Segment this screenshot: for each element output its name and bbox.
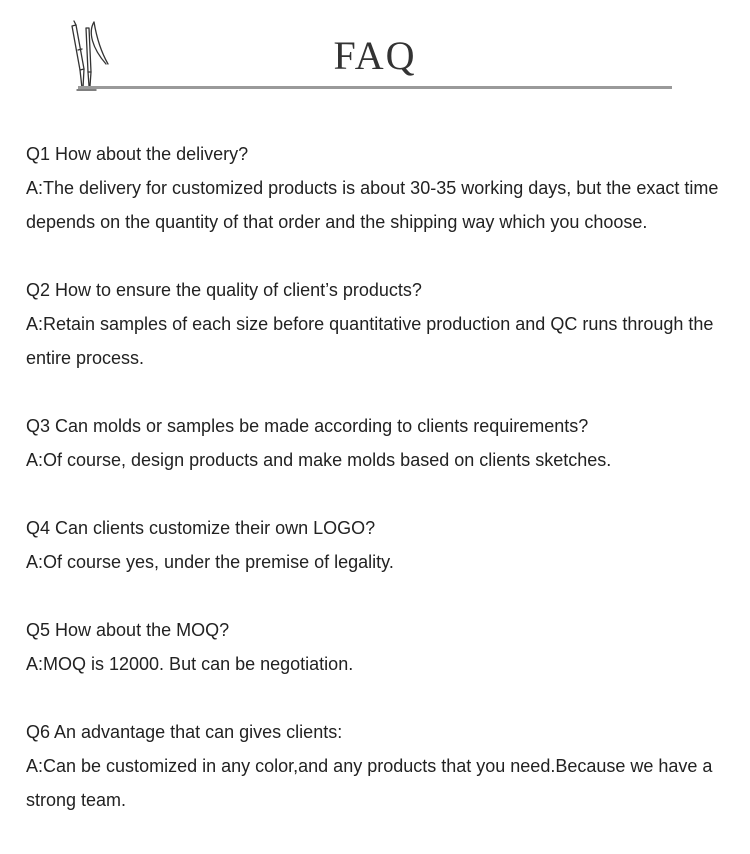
- faq-question: Q4 Can clients customize their own LOGO?: [26, 518, 376, 538]
- faq-item: [26, 613, 744, 681]
- faq-question: Q5 How about the MOQ?: [26, 620, 230, 640]
- faq-answer: A:Can be customized in any color,and any products that you need.Because we have a strong team.: [26, 756, 713, 810]
- faq-question: Q1 How about the delivery?: [26, 144, 249, 164]
- faq-question: Q2 How to ensure the quality of client’s products?: [26, 280, 422, 300]
- faq-item: [26, 137, 744, 239]
- faq-question: Q3 Can molds or samples be made according to clients requirements?: [26, 416, 589, 436]
- faq-answer: A:Of course yes, under the premise of legality.: [26, 552, 394, 572]
- faq-list: [26, 137, 744, 851]
- faq-item: [26, 511, 744, 579]
- faq-item: [26, 273, 744, 375]
- faq-answer: A:The delivery for customized products is about 30-35 working days, but the exact time depends on the quantity of that order and the shipping way which you choose.: [26, 178, 719, 232]
- faq-item: [26, 715, 744, 817]
- faq-answer: A:Of course, design products and make molds based on clients sketches.: [26, 450, 612, 470]
- faq-item: [26, 409, 744, 477]
- faq-answer: A:Retain samples of each size before quantitative production and QC runs through the entire process.: [26, 314, 714, 368]
- page-title: FAQ: [333, 33, 417, 78]
- faq-answer: A:MOQ is 12000. But can be negotiation.: [26, 654, 354, 674]
- title-underline-divider: [78, 86, 672, 89]
- faq-question: Q6 An advantage that can gives clients:: [26, 722, 343, 742]
- page-header: [0, 0, 750, 100]
